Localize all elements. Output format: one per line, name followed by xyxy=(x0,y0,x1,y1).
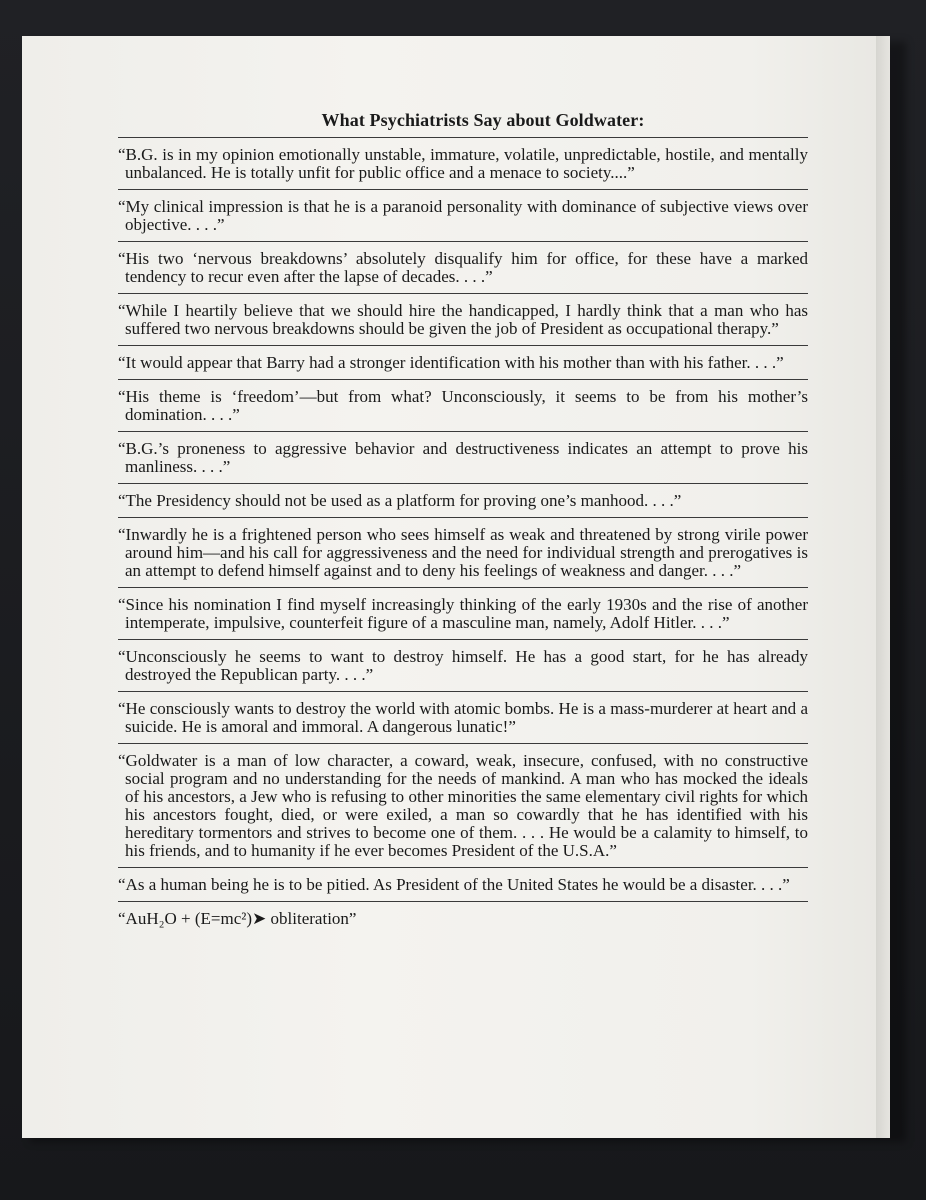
quote-3: “His two ‘nervous breakdowns’ absolutely disqualify him for office, for these have a marked tendency to recur even after the lapse of decades. . . .” xyxy=(118,249,808,286)
quote-4: “While I heartily believe that we should hire the handicapped, I hardly think that a man who has suffered two nervous breakdowns should be given the job of President as occupational therapy.” xyxy=(118,301,808,338)
quote-7: “B.G.’s proneness to aggressive behavior and destructiveness indicates an attempt to prove his manliness. . . .” xyxy=(118,439,808,476)
quote-14: “As a human being he is to be pitied. As President of the United States he would be a disaster. . . .” xyxy=(118,875,790,894)
formula-quote: “AuH₂O + (E=mc²)➤ obliteration” xyxy=(118,909,357,928)
quote-9: “Inwardly he is a frightened person who sees himself as weak and threatened by strong virile power around him—and his call for aggressiveness and the need for individual strength and prerogatives is an attempt to defend himself against and to deny his feelings of weakness and danger. . . .” xyxy=(118,525,808,580)
quote-1: “B.G. is in my opinion emotionally unstable, immature, volatile, unpredictable, hostile, and mentally unbalanced. He is totally unfit for public office and a menace to society....” xyxy=(118,145,808,182)
printed-page xyxy=(22,36,890,1138)
quote-13: “Goldwater is a man of low character, a coward, weak, insecure, confused, with no constructive social program and no understanding for the needs of mankind. A man who has mocked the ideals of his ancestors, a Jew who is refusing to other minorities the same elementary civil rights for which his ancestors fought, died, or were exiled, a man so cowardly that he has identified with his hereditary tormentors and strives to become one of them. . . . He would be a calamity to himself, to his friends, and to humanity if he ever becomes President of the U.S.A.” xyxy=(118,751,808,860)
quote-5: “It would appear that Barry had a stronger identification with his mother than with his father. . . .” xyxy=(118,353,784,372)
page-heading: What Psychiatrists Say about Goldwater: xyxy=(321,110,645,130)
quote-8: “The Presidency should not be used as a platform for proving one’s manhood. . . .” xyxy=(118,491,682,510)
quote-11: “Unconsciously he seems to want to destroy himself. He has a good start, for he has already destroyed the Republican party. . . .” xyxy=(118,647,808,684)
quote-12: “He consciously wants to destroy the world with atomic bombs. He is a mass-murderer at heart and a suicide. He is amoral and immoral. A dangerous lunatic!” xyxy=(118,699,808,736)
page-content xyxy=(118,110,808,928)
page-edge xyxy=(876,36,890,1138)
quote-10: “Since his nomination I find myself increasingly thinking of the early 1930s and the rise of another intemperate, impulsive, counterfeit figure of a masculine man, namely, Adolf Hitler. . . .” xyxy=(118,595,808,632)
quote-2: “My clinical impression is that he is a paranoid personality with dominance of subjective views over objective. . . .” xyxy=(118,197,808,234)
quote-6: “His theme is ‘freedom’—but from what? Unconsciously, it seems to be from his mother’s domination. . . .” xyxy=(118,387,808,424)
